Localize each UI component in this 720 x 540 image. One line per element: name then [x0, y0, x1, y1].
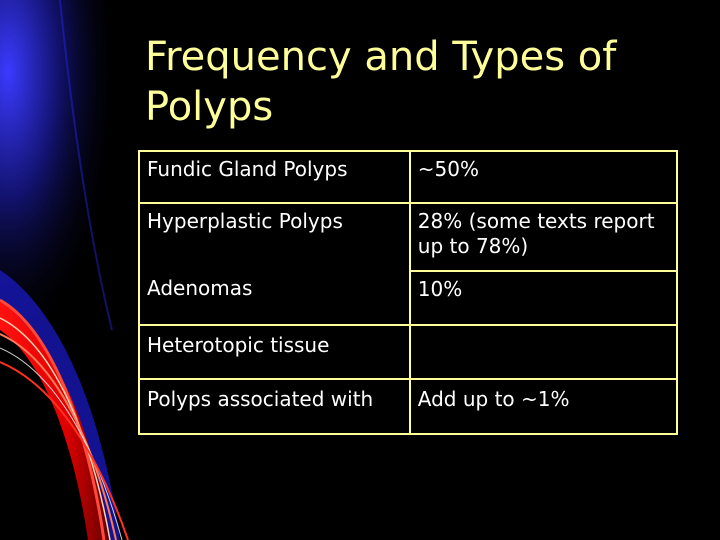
frequency-cell	[410, 325, 677, 379]
frequency-cell: ~50%	[410, 151, 677, 203]
polyp-type-cell: Adenomas	[139, 271, 410, 325]
polyp-type-cell: Heterotopic tissue	[139, 325, 410, 379]
polyp-type-cell: Fundic Gland Polyps	[139, 151, 410, 203]
slide-title: Frequency and Types of Polyps	[145, 34, 617, 130]
table-row	[139, 151, 677, 203]
table-row	[139, 379, 677, 434]
decorative-background-streaks	[0, 0, 160, 540]
table-row	[139, 325, 677, 379]
frequency-cell: Add up to ~1%	[410, 379, 677, 434]
frequency-cell: 10%	[410, 271, 677, 325]
polyp-type-cell: Polyps associated with	[139, 379, 410, 434]
polyp-type-cell: Hyperplastic Polyps	[139, 203, 410, 271]
table-row	[139, 271, 677, 325]
polyp-frequency-table	[138, 150, 678, 435]
frequency-cell: 28% (some texts report up to 78%)	[410, 203, 677, 271]
table-row	[139, 203, 677, 271]
